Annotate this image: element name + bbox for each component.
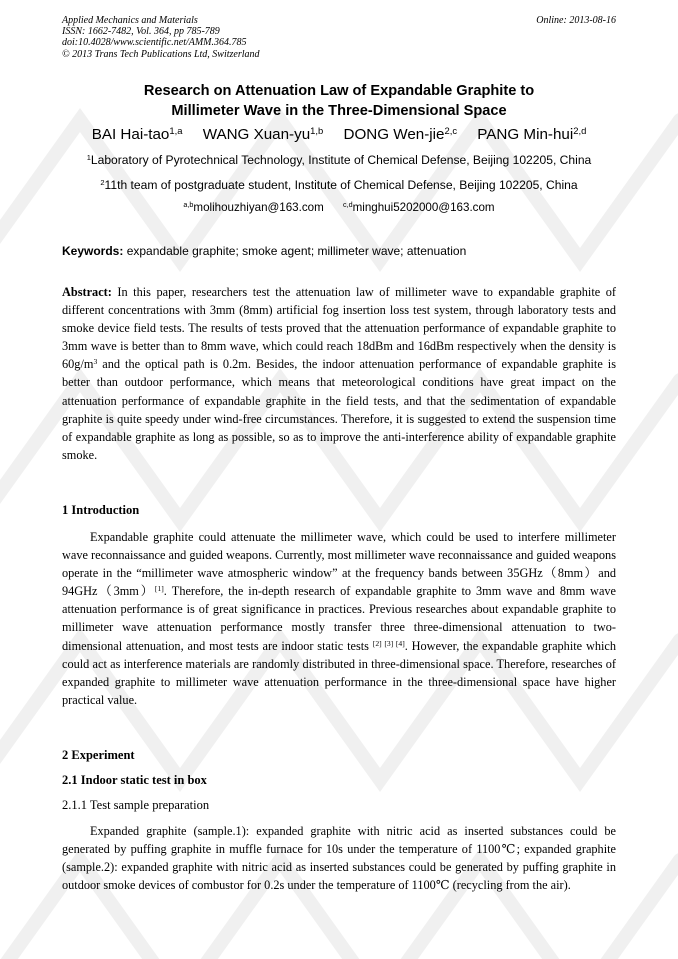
author: BAI Hai-tao$^{1,a}$ <box>91 124 183 143</box>
subsubsection-heading: 2.1.1 Test sample preparation <box>62 798 210 812</box>
online-date: Online: 2013-08-16 <box>536 15 616 26</box>
journal-doi[interactable]: doi:10.4028/www.scientific.net/AMM.364.785 <box>62 37 247 49</box>
author-list <box>40 125 638 145</box>
keywords-text: expandable graphite; smoke agent; millimeter wave; attenuation <box>126 244 467 258</box>
keywords <box>62 244 616 258</box>
experiment-paragraph: Expanded graphite (sample.1): expanded graphite with nitric acid as inserted substances could be generated by puffing graphite in muffle furnace for 10s under the temperature of 1100℃; expanded graphite (sample.2): expanded graphite with nitric acid as inserted substances could be generated by puffing graphite in outdoor smoke devices of combustor for 0.2s under the temperature of 1100℃ (recycling from the air). <box>62 824 616 893</box>
subsection-heading: 2.1 Indoor static test in box <box>62 773 207 787</box>
affiliation-2: $^2$11th team of postgraduate student, Institute of Chemical Defense, Beijing 102205, China <box>100 177 578 192</box>
keywords-label: Keywords: <box>62 244 124 258</box>
journal-header <box>62 15 260 60</box>
section-heading-experiment: 2 Experiment <box>62 748 135 762</box>
introduction-paragraph: Expandable graphite could attenuate the millimeter wave, which could be used to interfere millimeter wave reconnaissance and guided weapons. Currently, most millimeter wave reconnaissance and guided weapons operate in the “millimeter wave atmospheric window” at the frequency bands between 35GHz（8mm）and 94GHz（3mm）[1]. Therefore, the in-depth research of expandable graphite to 3mm wave and 8mm wave attenuation performance is of great significance in practices. Previous researches about expandable graphite to millimeter wave attenuation performance mostly transfer three three-dimensional attenuation to two-dimensional attenuation, and most tests are indoor static tests [2] [3] [4]. However, the expandable graphite which could act as interference materials are randomly distributed in three-dimensional space. Therefore, researches of expanded graphite to millimeter wave attenuation performance in the three-dimensional space have higher practical value. <box>62 530 617 707</box>
paper-title-line-2: Millimeter Wave in the Three-Dimensional Space <box>171 102 507 119</box>
citation[interactable]: [1] <box>154 584 164 594</box>
author: PANG Min-hui$^{2,d}$ <box>477 124 587 143</box>
author: DONG Wen-jie$^{2,c}$ <box>343 124 458 143</box>
affiliation-1: $^1$Laboratory of Pyrotechnical Technology, Institute of Chemical Defense, Beijing 102205, China <box>86 152 592 167</box>
email-1[interactable]: $^{a,b}$molihouzhiyan@163.com <box>183 200 324 214</box>
citation[interactable]: [2] [3] [4] <box>372 638 405 648</box>
author: WANG Xuan-yu$^{1,b}$ <box>202 124 324 143</box>
journal-name: Applied Mechanics and Materials <box>62 15 198 26</box>
abstract-label: Abstract: <box>62 285 112 299</box>
email-2[interactable]: $^{c,d}$minghui5202000@163.com <box>343 200 495 214</box>
section-heading-introduction: 1 Introduction <box>62 503 140 517</box>
paper-title-line-1: Research on Attenuation Law of Expandable Graphite to <box>143 83 535 99</box>
abstract: Abstract: In this paper, researchers test the attenuation law of millimeter wave to expandable graphite of different concentrations with 3mm (8mm) artificial fog insertion loss test system, through laboratory tests and smoke device field tests. The results of tests proved that the attenuation performance of expandable graphite to 3mm wave is better than to 8mm wave, which could reach 18dBm and 16dBm respectively when the density is $60g/m^3$ and the optical path is 0.2m. Besides, the indoor attenuation performance of expandable graphite is better than outdoor performance, which means that meteorological conditions have great impact on the attenuation performance of expandable graphite in the field tests, and that the sedimentation of expandable graphite is quite speedy under wind-free circumstances. Therefore, it is suggested to extend the suspension time of expandable graphite as long as possible, so as to improve the anti-interference ability of expandable graphite smoke. <box>62 285 616 462</box>
paper-title <box>40 82 638 121</box>
author-emails <box>40 201 638 214</box>
journal-copyright: © 2013 Trans Tech Publications Ltd, Switzerland <box>62 48 260 60</box>
journal-issn: ISSN: 1662-7482, Vol. 364, pp 785-789 <box>62 26 220 38</box>
